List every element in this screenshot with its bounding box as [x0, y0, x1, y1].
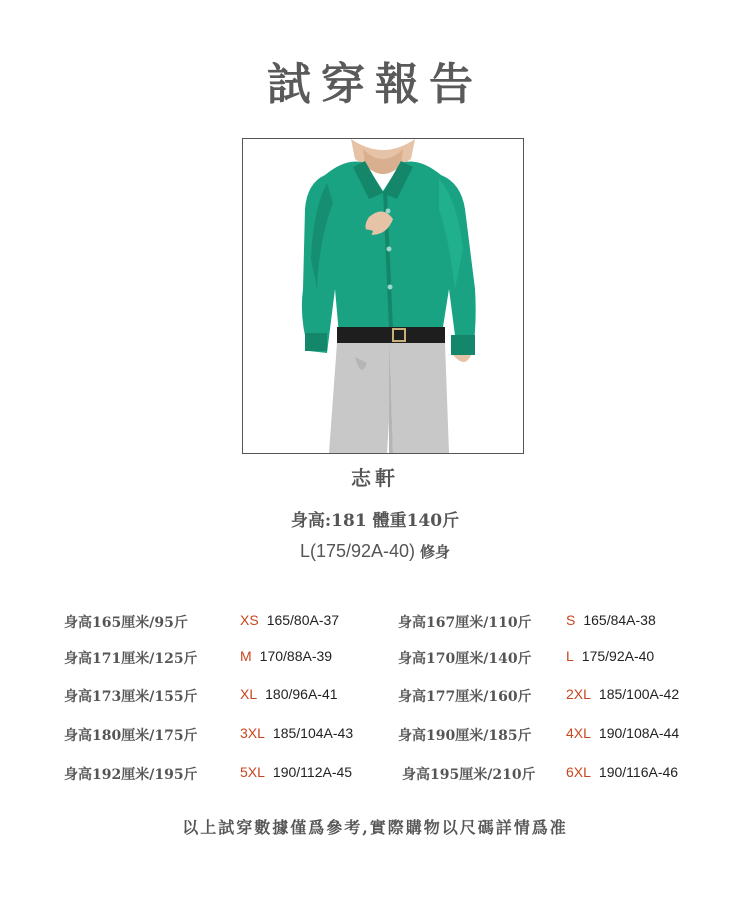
page-title: 試穿報告	[267, 59, 483, 110]
person-stats: 身高177厘米/160斤	[398, 689, 532, 705]
size-code: S	[566, 612, 576, 628]
fit-row	[0, 725, 750, 749]
person-stats: 身高165厘米/95斤	[64, 615, 188, 631]
size-spec: 185/104A-43	[272, 725, 354, 741]
size-spec: 190/116A-46	[598, 764, 679, 780]
size-spec: 165/84A-38	[583, 612, 656, 628]
person-stats: 身高173厘米/155斤	[64, 689, 198, 705]
size-spec: 175/92A-40	[581, 648, 655, 664]
model-stats: 身高:181 體重140斤	[290, 511, 460, 531]
person-stats: 身高195厘米/210斤	[402, 767, 536, 783]
size-spec: 190/108A-44	[598, 725, 680, 741]
size-spec: 170/88A-39	[259, 648, 333, 664]
person-stats: 身高170厘米/140斤	[398, 651, 532, 667]
fit-row	[0, 648, 750, 672]
disclaimer-note: 以上試穿數據僅爲參考,實際購物以尺碼詳情爲准	[182, 818, 568, 837]
model-fit: 修身	[420, 543, 451, 561]
size-spec: 180/96A-41	[265, 686, 338, 702]
person-stats: 身高171厘米/125斤	[64, 651, 198, 667]
size-code: 4XL	[566, 725, 591, 741]
size-cell	[566, 725, 679, 741]
fit-row	[0, 612, 750, 636]
size-code: 2XL	[566, 686, 591, 702]
size-code: L	[566, 648, 574, 664]
fit-row	[0, 686, 750, 710]
model-photo	[242, 138, 524, 454]
model-shirt-illustration	[243, 139, 523, 453]
model-size: L(175/92A-40)	[299, 541, 416, 561]
size-code: XL	[240, 686, 258, 702]
size-cell	[240, 725, 353, 741]
size-cell	[240, 764, 352, 780]
size-cell	[566, 648, 654, 664]
model-name: 志軒	[351, 466, 399, 490]
person-stats: 身高192厘米/195斤	[64, 767, 198, 783]
size-spec: 185/100A-42	[598, 686, 680, 702]
person-stats: 身高180厘米/175斤	[64, 728, 198, 744]
size-code: 3XL	[240, 725, 265, 741]
fit-row	[0, 764, 750, 788]
person-stats: 身高190厘米/185斤	[398, 728, 532, 744]
person-stats: 身高167厘米/110斤	[398, 615, 532, 631]
size-cell	[240, 648, 332, 664]
size-code: 5XL	[240, 764, 265, 780]
size-cell	[566, 686, 679, 702]
size-code: M	[240, 648, 252, 664]
model-size-line	[0, 541, 750, 562]
size-cell	[240, 686, 338, 702]
size-spec: 190/112A-45	[272, 764, 353, 780]
size-spec: 165/80A-37	[266, 612, 340, 628]
size-cell	[566, 612, 656, 628]
size-code: XS	[240, 612, 259, 628]
size-cell	[566, 764, 678, 780]
size-cell	[240, 612, 339, 628]
size-code: 6XL	[566, 764, 591, 780]
